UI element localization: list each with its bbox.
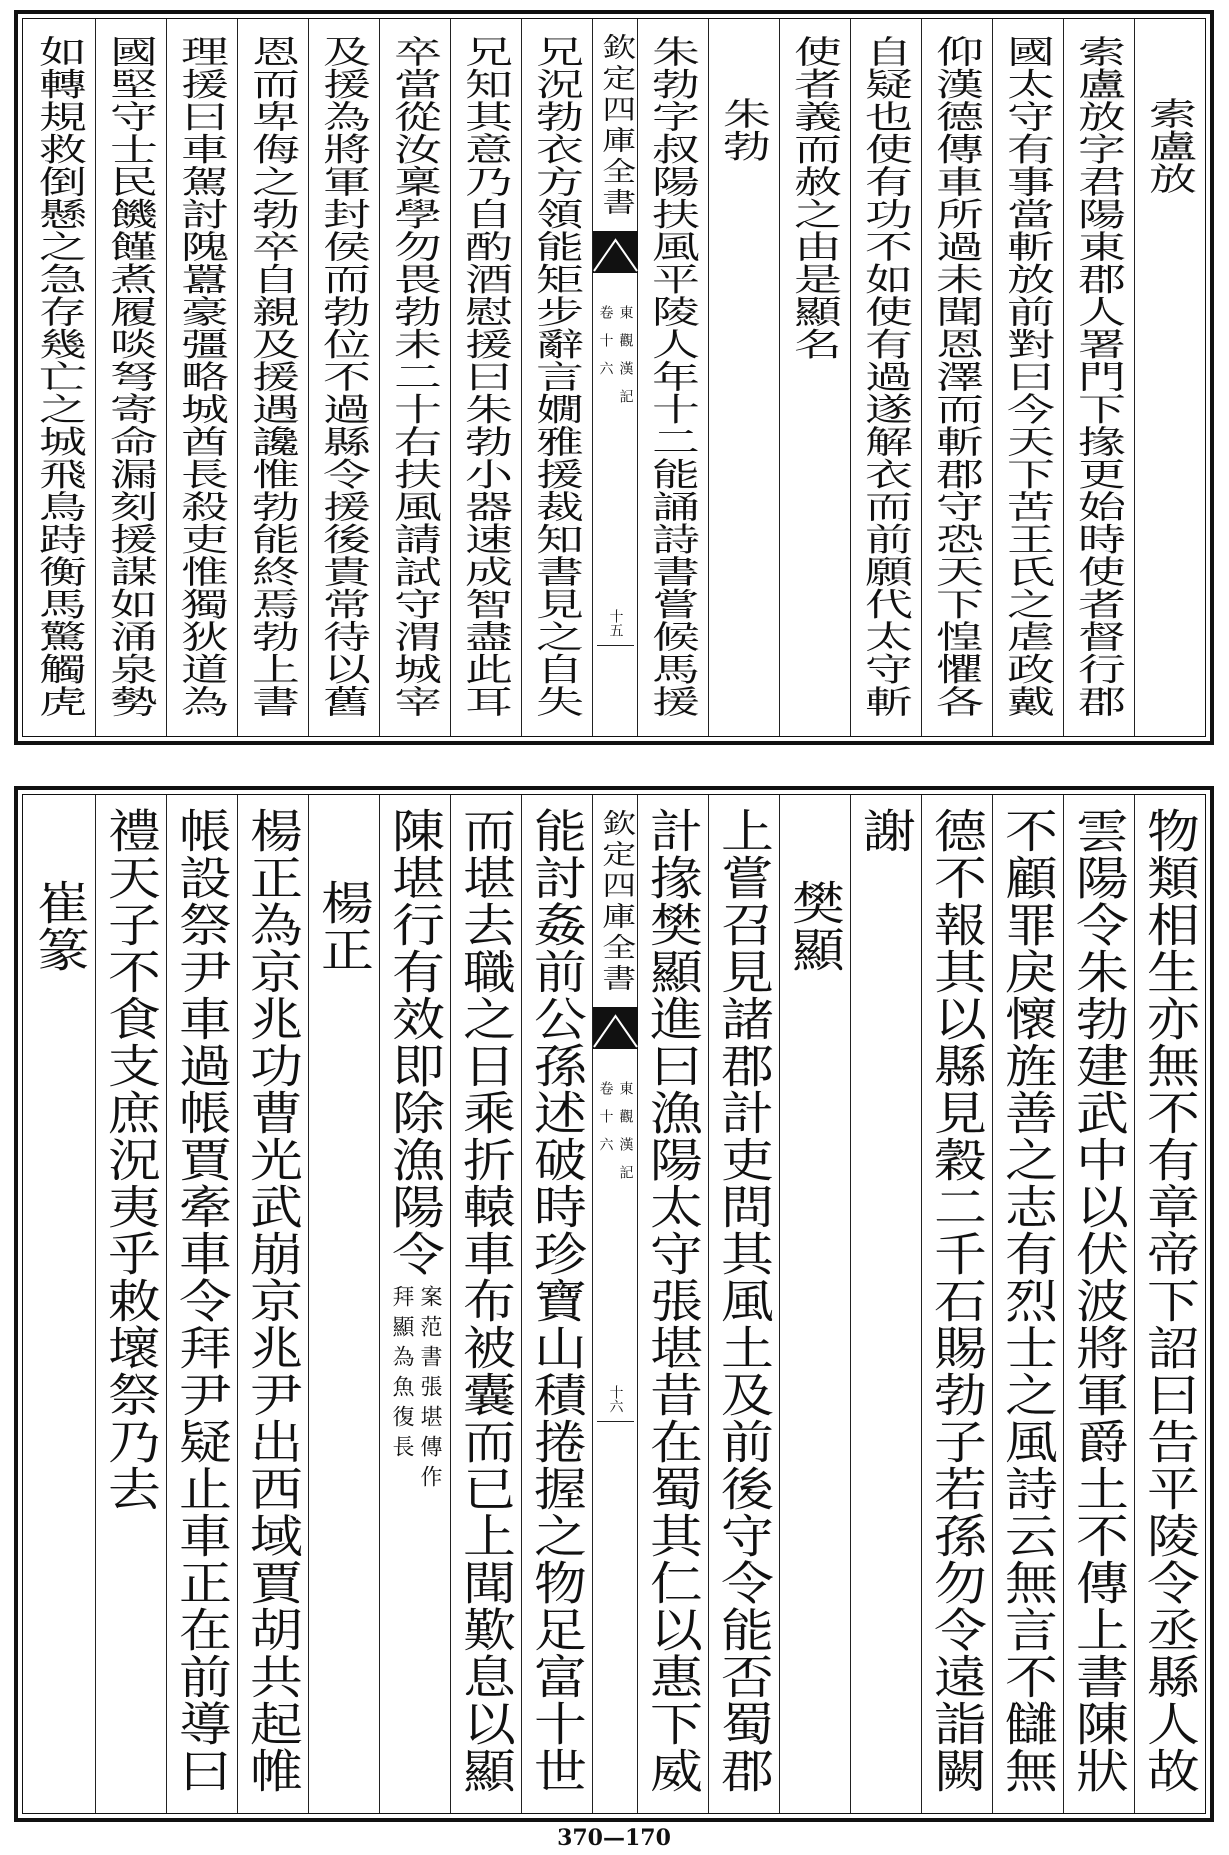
column-text: 而堪去職之日乘折轅車布被囊而已上聞歎息以顯 bbox=[454, 807, 518, 1794]
text-column bbox=[708, 795, 779, 1813]
text-column bbox=[779, 19, 850, 736]
text-column bbox=[308, 19, 379, 736]
book-name-label: 東觀漢記 bbox=[617, 1081, 634, 1193]
column-text: 朱勃字叔陽扶風平陵人年十二能誦詩書嘗候馬援 bbox=[644, 35, 702, 718]
book-title-label: 欽定四庫全書 bbox=[596, 809, 635, 995]
section-heading: 楊正 bbox=[312, 879, 376, 973]
center-fold-column bbox=[592, 19, 637, 736]
column-text: 陳堪行有效即除漁陽令 bbox=[383, 807, 447, 1277]
fish-tail-ornament-icon bbox=[593, 231, 638, 273]
text-column bbox=[166, 19, 237, 736]
column-text: 卒當從汝稟學勿畏勃未二十右扶風請試守渭城宰 bbox=[386, 35, 444, 718]
column-text: 如轉規救倒懸之急存幾亡之城飛鳥跱衡馬驚觸虎 bbox=[31, 35, 88, 718]
column-text: 不顧罪戾懷旌善之志有烈士之風詩云無言不讎無 bbox=[996, 807, 1060, 1794]
section-heading-column bbox=[708, 19, 779, 736]
text-column bbox=[992, 795, 1063, 1813]
column-text: 索盧放字君陽東郡人署門下掾更始時使者督行郡 bbox=[1070, 35, 1128, 718]
page-number-label: 十五 bbox=[607, 609, 624, 637]
text-column bbox=[24, 19, 95, 736]
volume-label: 卷十六 bbox=[597, 305, 614, 389]
column-text: 能討姦前公孫述破時珍寶山積捲握之物足富十世 bbox=[525, 807, 589, 1794]
annotation-line: 案范書張堪傳作 bbox=[417, 1285, 442, 1495]
column-text: 雲陽令朱勃建武中以伏波將軍爵土不傳上書陳狀 bbox=[1067, 807, 1131, 1794]
column-text: 仰漢德傳車所過未聞恩澤而斬郡守恐天下惶懼各 bbox=[928, 35, 986, 718]
column-text: 國太守有事當斬放前對曰今天下苦王氏之虐政戴 bbox=[999, 35, 1057, 718]
text-column bbox=[166, 795, 237, 1813]
column-text: 使者義而赦之由是顯名 bbox=[786, 35, 844, 360]
text-column bbox=[237, 795, 308, 1813]
text-column bbox=[921, 19, 992, 736]
page-number-label: 十六 bbox=[607, 1385, 624, 1413]
text-column bbox=[95, 795, 166, 1813]
text-column bbox=[521, 19, 592, 736]
upper-leaf bbox=[14, 10, 1214, 745]
upper-leaf-frame bbox=[22, 18, 1206, 737]
text-column bbox=[1063, 795, 1134, 1813]
column-text: 禮天子不食支庶況夷乎敕壞祭乃去 bbox=[99, 807, 163, 1512]
text-column bbox=[1063, 19, 1134, 736]
column-text: 理援曰車駕討隗囂豪彊略城酋長殺吏惟獨狄道為 bbox=[173, 35, 231, 718]
column-text: 恩而卑侮之勃卒自親及援遇讒惟勃能終焉勃上書 bbox=[244, 35, 302, 718]
volume-label: 卷十六 bbox=[597, 1081, 614, 1165]
section-heading-column bbox=[1134, 19, 1205, 736]
text-column bbox=[850, 19, 921, 736]
column-text: 兄知其意乃自酌酒慰援曰朱勃小器速成智盡此耳 bbox=[457, 35, 515, 718]
text-column bbox=[921, 795, 992, 1813]
column-text: 兄況勃衣方領能矩步辭言嫺雅援裁知書見之自失 bbox=[528, 35, 586, 718]
section-heading: 崔篆 bbox=[28, 879, 91, 973]
text-column bbox=[521, 795, 592, 1813]
column-text: 楊正為京兆功曹光武崩京兆尹出西域賈胡共起帷 bbox=[241, 807, 305, 1794]
page-footer-number: 370—170 bbox=[557, 1825, 671, 1851]
column-text: 及援為將軍封侯而勃位不過縣令援後貴常待以舊 bbox=[315, 35, 373, 718]
text-column bbox=[95, 19, 166, 736]
column-text: 自疑也使有功不如使有過遂解衣而前願代太守斬 bbox=[857, 35, 915, 718]
section-heading: 朱勃 bbox=[715, 97, 773, 162]
section-heading: 索盧放 bbox=[1141, 97, 1199, 195]
column-text: 帳設祭尹車過帳賈牽車令拜尹疑止車正在前導曰 bbox=[170, 807, 234, 1794]
text-column bbox=[379, 19, 450, 736]
column-text: 計掾樊顯進曰漁陽太守張堪昔在蜀其仁以惠下威 bbox=[641, 807, 705, 1794]
section-heading: 樊顯 bbox=[783, 879, 847, 973]
column-text: 德不報其以縣見穀二千石賜勃子若孫勿令遠詣闕 bbox=[925, 807, 989, 1794]
text-column bbox=[1134, 795, 1205, 1813]
text-column bbox=[237, 19, 308, 736]
annotation-line: 拜顯為魚復長 bbox=[389, 1285, 414, 1465]
lower-leaf-frame bbox=[22, 794, 1206, 1814]
text-column bbox=[637, 19, 708, 736]
text-column bbox=[379, 795, 450, 1813]
book-name-label: 東觀漢記 bbox=[617, 305, 634, 417]
page-number-rule bbox=[597, 645, 634, 646]
annotation-note bbox=[390, 1285, 440, 1495]
page-number-rule bbox=[597, 1421, 634, 1422]
column-text: 國堅守士民饑饉煮履啖弩寄命漏刻援謀如涌泉勢 bbox=[102, 35, 160, 718]
column-text: 上嘗召見諸郡計吏問其風土及前後守令能否蜀郡 bbox=[712, 807, 776, 1794]
column-text: 物類相生亦無不有章帝下詔曰告平陵令丞縣人故 bbox=[1138, 807, 1202, 1794]
text-column bbox=[992, 19, 1063, 736]
text-column bbox=[850, 795, 921, 1813]
section-heading-column bbox=[308, 795, 379, 1813]
lower-leaf bbox=[14, 786, 1214, 1822]
fish-tail-ornament-icon bbox=[593, 1007, 638, 1049]
column-text: 謝 bbox=[854, 807, 918, 854]
section-heading-column bbox=[779, 795, 850, 1813]
text-column bbox=[450, 795, 521, 1813]
text-column bbox=[450, 19, 521, 736]
book-title-label: 欽定四庫全書 bbox=[596, 33, 635, 219]
section-heading-column bbox=[24, 795, 95, 1813]
center-fold-column bbox=[592, 795, 637, 1813]
text-column bbox=[637, 795, 708, 1813]
